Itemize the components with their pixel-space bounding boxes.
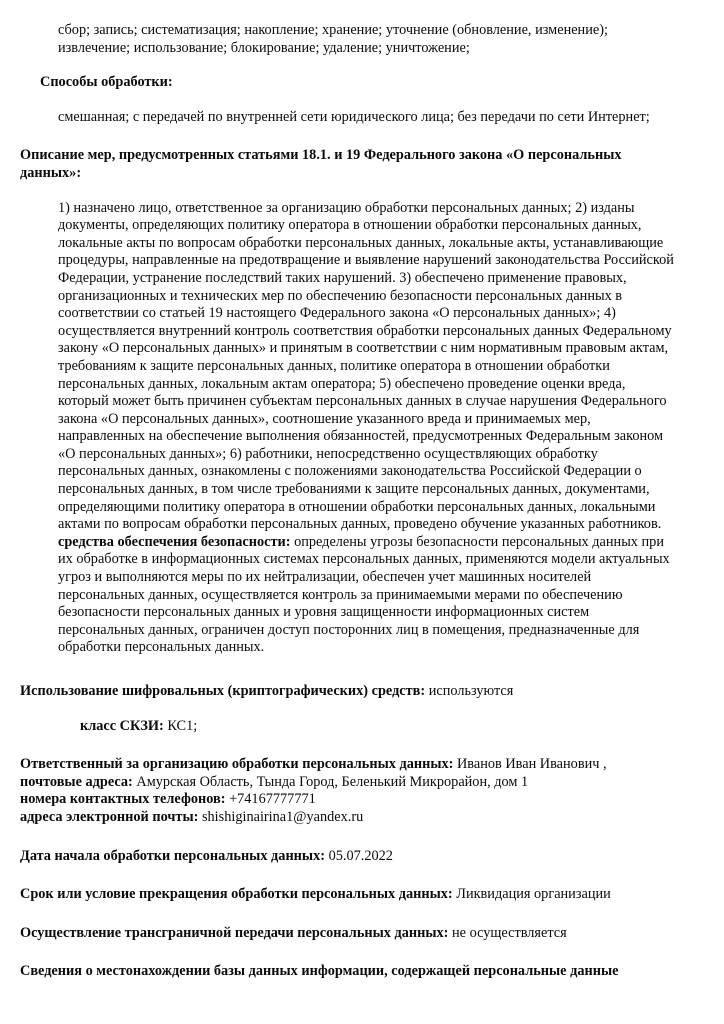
responsible-person-value: Иванов Иван Иванович , <box>453 756 607 773</box>
start-date-label: Дата начала обработки персональных данных: <box>20 847 325 864</box>
crypto-usage-label: Использование шифровальных (криптографических) средств: <box>20 683 426 699</box>
responsible-person-line <box>20 756 700 774</box>
spacer <box>20 57 700 74</box>
methods-value: смешанная; с передачей по внутренней сети юридического лица; без передачи по сети Интернет; <box>58 108 650 125</box>
email-addresses-line <box>20 809 700 827</box>
spacer <box>20 701 700 718</box>
spacer <box>20 92 700 109</box>
skzi-class-value: КС1; <box>163 717 198 734</box>
spacer <box>20 735 700 756</box>
email-addresses-label: адреса электронной почты: <box>20 808 199 825</box>
responsible-person-label: Ответственный за организацию обработки персональных данных: <box>20 756 454 773</box>
processing-actions-paragraph: сбор; запись; систематизация; накопление; хранение; уточнение (обновление, изменение); извлечение; использование; блокирование; удаление; уничтожение; <box>58 22 608 56</box>
start-date-line <box>20 848 700 866</box>
phone-numbers-value: +74167777771 <box>225 791 316 808</box>
postal-address-line <box>20 774 700 792</box>
termination-condition-label: Срок или условие прекращения обработки персональных данных: <box>20 886 453 903</box>
phone-numbers-label: номера контактных телефонов: <box>20 791 226 808</box>
skzi-class-line <box>20 718 700 736</box>
phone-numbers-line <box>20 791 700 809</box>
transborder-transfer-line <box>20 925 700 943</box>
spacer <box>20 865 700 886</box>
spacer <box>20 904 700 925</box>
security-measures-body: определены угрозы безопасности персональных данных при их обработке в информационных системах персональных данных, применяются модели актуальных угроз и выполняются меры по их нейтрализации, обеспечен учет машинных носителей персональных данных, осуществляется контроль за принимаемыми мерами по обеспечению безопасности персональных данных и уровня защищенности информационных систем персональных данных, ограничен доступ посторонних лиц в помещения, предназначенные для обработки персональных данных. <box>58 533 670 656</box>
spacer <box>20 183 700 200</box>
database-location-heading: Сведения о местонахождении базы данных информации, содержащей персональные данные <box>20 963 619 980</box>
email-addresses-value: shishiginairina1@yandex.ru <box>198 808 364 825</box>
spacer <box>20 942 700 963</box>
termination-condition-line <box>20 886 700 904</box>
transborder-transfer-value: не осуществляется <box>448 924 567 941</box>
measures-heading: Описание мер, предусмотренных статьями 18.1. и 19 Федерального закона «О персональных данных»: <box>20 147 622 181</box>
transborder-transfer-label: Осуществление трансграничной передачи персональных данных: <box>20 924 449 941</box>
termination-condition-value: Ликвидация организации <box>452 886 611 903</box>
crypto-usage-line <box>20 683 700 701</box>
start-date-value: 05.07.2022 <box>325 847 393 864</box>
security-measures-label: средства обеспечения безопасности: <box>58 533 291 550</box>
spacer <box>20 657 700 683</box>
security-measures-paragraph <box>20 534 700 657</box>
methods-heading: Способы обработки: <box>40 74 173 91</box>
measures-body: 1) назначено лицо, ответственное за организацию обработки персональных данных; 2) изданы документы, определяющих политику оператора в отношении обработки персональных данных, локальные акты по вопросам обработки персональных данных, локальные акты, устанавливающие процедуры, направленные на предотвращение и выявление нарушений законодательства Российской Федерации, устранение последствий таких нарушений. 3) обеспечено применение правовых, организационных и технических мер по обеспечению безопасности персональных данных в соответствии со статьей 19 настоящего Федерального закона «О персональных данных»; 4) осуществляется внутренний контроль соответствия обработки персональных данных Федеральному закону «О персональных данных» и принятым в соответствии с ним нормативным правовым актам, требованиям к защите персональных данных, политике оператора в отношении обработки персональных данных, локальным актам оператора; 5) обеспечено проведение оценки вреда, который может быть причинен субъектам персональных данных в случае нарушения Федерального закона «О персональных данных», соотношение указанного вреда и принимаемых мер, направленных на обеспечение выполнения обязанностей, предусмотренных Федеральным законом «О персональных данных»; 6) работники, непосредственно осуществляющих обработку персональных данных, ознакомлены с положениями законодательства Российской Федерации о персональных данных, в том числе требованиями к защите персональных данных, документами, определяющими политику оператора в отношении обработки персональных данных, локальными актами по вопросам обработки персональных данных, проведено обучение указанных работников. <box>58 199 674 533</box>
skzi-class-label: класс СКЗИ: <box>80 717 164 734</box>
postal-address-value: Амурская Область, Тында Город, Беленький Микрорайон, дом 1 <box>132 773 529 790</box>
crypto-usage-value: используются <box>425 683 514 699</box>
spacer <box>20 827 700 848</box>
spacer <box>20 126 700 147</box>
postal-address-label: почтовые адреса: <box>20 773 133 790</box>
